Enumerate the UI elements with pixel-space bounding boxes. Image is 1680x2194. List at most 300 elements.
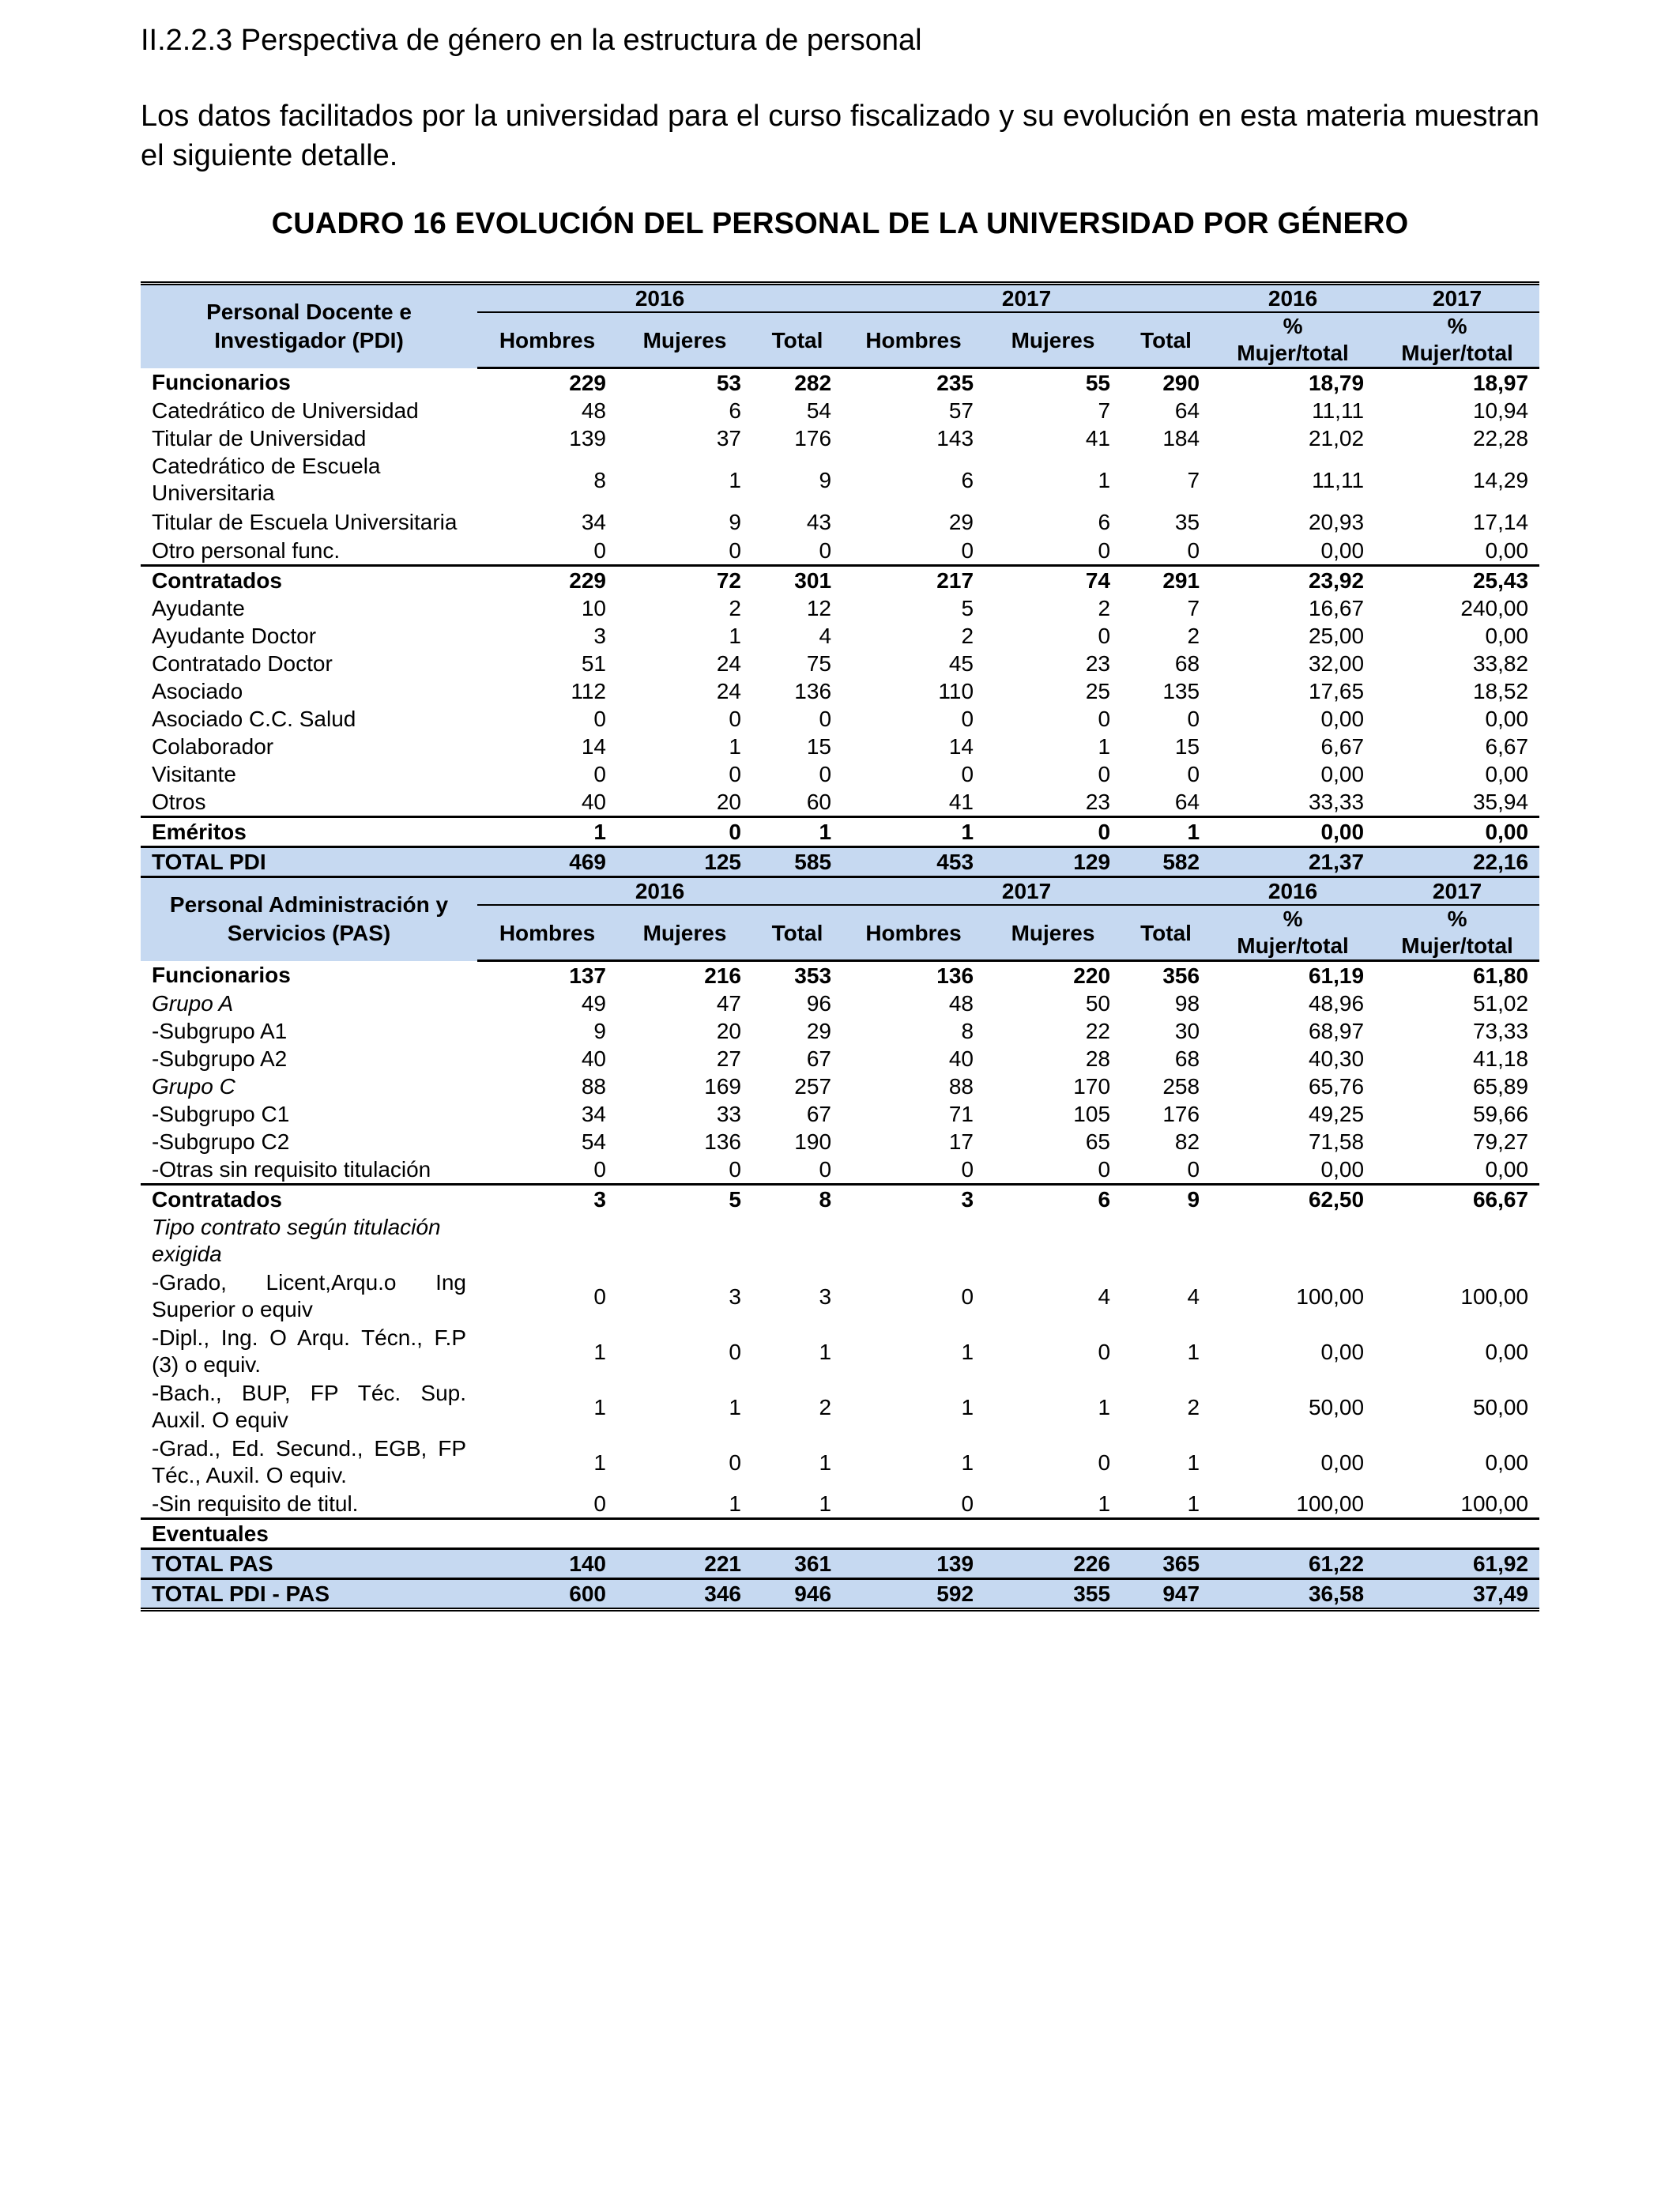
pas-col-total-2016: Total: [752, 905, 842, 961]
row-label: -Grad., Ed. Secund., EGB, FP Téc., Auxil. O equiv.: [152, 1436, 466, 1487]
row-value: 41: [842, 788, 985, 817]
row-value: 49,25: [1308, 1102, 1365, 1126]
row-value: 47: [716, 991, 741, 1016]
row-value: 40: [477, 788, 617, 817]
row-value: 15: [806, 734, 832, 759]
row-value: 0: [729, 707, 741, 731]
table-row: [141, 733, 1539, 760]
pas-header-pct-2016: 2016: [1211, 877, 1375, 906]
row-value: 40: [948, 1046, 974, 1071]
row-value: 176: [1162, 1102, 1200, 1126]
row-value: 0: [842, 1155, 985, 1185]
table-row: [141, 1269, 1539, 1324]
row-value: 1: [1098, 1394, 1111, 1419]
row-value: 88: [581, 1074, 606, 1099]
row-value: 25,00: [1308, 624, 1365, 648]
table-row: [141, 1549, 1539, 1579]
row-value: 12: [806, 596, 832, 620]
table-row: [141, 1072, 1539, 1100]
row-value: 0,00: [1211, 1155, 1375, 1185]
table-row: [141, 650, 1539, 677]
row-label: Funcionarios: [152, 370, 291, 395]
row-value: 6: [961, 467, 974, 492]
row-value: 6,67: [1320, 734, 1365, 759]
row-value: 110: [938, 679, 974, 703]
row-value: 0: [819, 762, 832, 786]
row-value: 100,00: [1375, 1490, 1539, 1519]
row-value: 9: [593, 1019, 606, 1043]
pas-col-mujeres-2016: Mujeres: [617, 905, 752, 961]
row-label: -Grado, Licent,Arqu.o Ing Superior o equiv: [152, 1270, 466, 1321]
row-value: 361: [752, 1549, 842, 1579]
row-value: 6: [1098, 1187, 1111, 1212]
mujer-total-label: Mujer/total: [1237, 933, 1349, 958]
row-value: 258: [1162, 1074, 1200, 1099]
pas-group-header: Personal Administración y Servicios (PAS): [141, 877, 477, 961]
row-value: 947: [1121, 1579, 1211, 1610]
row-value: 60: [752, 788, 842, 817]
row-value: 0: [477, 537, 617, 566]
row-value: 100,00: [1460, 1284, 1529, 1309]
table-row: [141, 1579, 1539, 1610]
row-value: 3: [961, 1187, 974, 1212]
row-label: -Otras sin requisito titulación: [141, 1155, 477, 1185]
row-value: 72: [716, 568, 741, 593]
pct-symbol: %: [1447, 907, 1467, 931]
row-value: 59,66: [1472, 1102, 1529, 1126]
row-value: 49: [581, 991, 606, 1016]
pdi-header-pct-2017: 2017: [1375, 285, 1539, 312]
row-value: 41,18: [1472, 1046, 1529, 1071]
row-label: Otro personal func.: [141, 537, 477, 566]
row-value: 0: [729, 1339, 741, 1364]
row-value: 8: [961, 1019, 974, 1043]
pas-header-row-years: [141, 877, 1539, 906]
row-value: 0: [842, 537, 985, 566]
staff-gender-table: [141, 285, 1539, 1612]
row-value: 40,30: [1308, 1046, 1365, 1071]
pas-col-mujeres-2017: Mujeres: [985, 905, 1121, 961]
row-value: 25: [1085, 679, 1111, 703]
row-value: 0,00: [1485, 1339, 1529, 1364]
row-value: 1: [593, 1394, 606, 1419]
row-value: 1: [1121, 1490, 1211, 1519]
row-value: 50,00: [1308, 1394, 1365, 1419]
row-value: 27: [716, 1046, 741, 1071]
row-value: 51: [581, 651, 606, 676]
row-value: 64: [1121, 788, 1211, 817]
row-value: [1375, 1519, 1539, 1549]
row-value: 8: [593, 467, 606, 492]
table-row: [141, 1185, 1539, 1214]
row-value: 28: [1085, 1046, 1111, 1071]
row-value: 65,76: [1308, 1074, 1365, 1099]
row-value: [1211, 1519, 1375, 1549]
row-value: 22,16: [1375, 847, 1539, 877]
row-value: 0: [729, 762, 741, 786]
row-value: 25,43: [1472, 568, 1529, 593]
row-value: 37: [716, 426, 741, 450]
row-value: 1: [729, 467, 741, 492]
row-value: 5: [729, 1187, 741, 1212]
row-value: 33,33: [1211, 788, 1375, 817]
row-value: 0: [1098, 624, 1111, 648]
table-row: [141, 622, 1539, 650]
row-value: 9: [819, 467, 832, 492]
row-value: 1: [593, 1449, 606, 1475]
row-value: 73,33: [1472, 1019, 1529, 1043]
row-value: 1: [729, 734, 741, 759]
row-value: 0,00: [1320, 1449, 1365, 1475]
pdi-header-2017: 2017: [842, 285, 1211, 312]
table-row: [141, 705, 1539, 733]
row-value: 0: [842, 1490, 985, 1519]
row-value: 68: [1174, 1046, 1200, 1071]
pdi-col-pct-2017: [1375, 312, 1539, 368]
pdi-group-header: Personal Docente e Investigador (PDI): [141, 285, 477, 368]
row-value: [1121, 1213, 1211, 1269]
row-value: 240,00: [1460, 596, 1529, 620]
pdi-header-pct-2016: 2016: [1211, 285, 1375, 312]
row-label: Funcionarios: [152, 963, 291, 988]
pas-col-hombres-2016: Hombres: [477, 905, 617, 961]
row-value: 65: [1085, 1129, 1111, 1154]
pct-symbol: %: [1447, 314, 1467, 338]
row-value: 1: [1098, 467, 1111, 492]
row-value: 18,52: [1472, 679, 1529, 703]
row-value: 1: [1187, 820, 1200, 844]
row-value: 301: [794, 568, 832, 593]
row-label: Tipo contrato según titulación exigida: [152, 1215, 441, 1266]
row-value: 1: [1098, 734, 1111, 759]
pas-section: [141, 877, 1539, 1610]
row-value: 6: [729, 398, 741, 423]
row-value: 6: [1098, 510, 1111, 534]
row-value: 23: [985, 788, 1121, 817]
row-value: [985, 1213, 1121, 1269]
row-value: 1: [961, 1339, 974, 1364]
row-value: 57: [948, 398, 974, 423]
row-value: 1: [729, 1394, 741, 1419]
table-row: [141, 397, 1539, 424]
table-row: [141, 1100, 1539, 1128]
row-value: 29: [806, 1019, 832, 1043]
row-value: 33: [716, 1102, 741, 1126]
pdi-header-2016: 2016: [477, 285, 842, 312]
row-value: 7: [1187, 467, 1200, 492]
row-value: 169: [704, 1074, 741, 1099]
row-label: Grupo A: [152, 991, 234, 1016]
row-value: 0: [752, 1155, 842, 1185]
intro-paragraph: Los datos facilitados por la universidad para el curso fiscalizado y su evolución en esta materia muestran el siguiente detalle.: [141, 100, 1539, 172]
row-value: 18,97: [1472, 371, 1529, 395]
row-value: 9: [729, 510, 741, 534]
row-value: 24: [716, 679, 741, 703]
row-label: Contratado Doctor: [152, 651, 333, 676]
row-value: 61,19: [1308, 963, 1365, 988]
row-value: 14: [948, 734, 974, 759]
row-value: 67: [806, 1102, 832, 1126]
row-label: Visitante: [152, 762, 236, 786]
row-value: 0,00: [1485, 1449, 1529, 1475]
row-value: 11,11: [1312, 467, 1365, 492]
row-value: 75: [806, 651, 832, 676]
table-row: [141, 424, 1539, 452]
row-value: [842, 1519, 985, 1549]
pas-col-total-2017: Total: [1121, 905, 1211, 961]
row-value: 0,00: [1320, 1339, 1365, 1364]
row-value: 1: [593, 1339, 606, 1364]
row-value: [1121, 1519, 1211, 1549]
row-value: [617, 1519, 752, 1549]
row-value: 0: [985, 537, 1121, 566]
table-row: [141, 1128, 1539, 1155]
row-value: 4: [1187, 1284, 1200, 1309]
row-value: 216: [704, 963, 741, 988]
row-value: 136: [794, 679, 832, 703]
row-label: Contratados: [152, 568, 282, 593]
row-value: 74: [1085, 568, 1111, 593]
row-value: 0: [819, 707, 832, 731]
row-value: 34: [581, 510, 606, 534]
row-value: 143: [936, 426, 974, 450]
row-value: 71,58: [1308, 1129, 1365, 1154]
pdi-col-mujeres-2016: Mujeres: [617, 312, 752, 368]
row-value: 10,94: [1472, 398, 1529, 423]
row-value: 82: [1174, 1129, 1200, 1154]
table-row: [141, 1017, 1539, 1045]
row-value: [617, 1213, 752, 1269]
row-value: 45: [948, 651, 974, 676]
row-value: 43: [806, 510, 832, 534]
row-value: 2: [1187, 624, 1200, 648]
row-label: -Dipl., Ing. O Arqu. Técn., F.P (3) o equiv.: [152, 1325, 466, 1377]
row-value: 1: [961, 1449, 974, 1475]
section-title: II.2.2.3 Perspectiva de género en la estructura de personal: [141, 24, 922, 57]
table-row: [141, 1434, 1539, 1490]
row-value: 112: [571, 679, 606, 703]
pdi-col-hombres-2016: Hombres: [477, 312, 617, 368]
row-value: 4: [1098, 1284, 1111, 1309]
row-value: 356: [1162, 963, 1200, 988]
pdi-col-hombres-2017: Hombres: [842, 312, 985, 368]
row-value: 0: [1121, 1155, 1211, 1185]
pdi-col-total-2016: Total: [752, 312, 842, 368]
pdi-col-pct-2016: [1211, 312, 1375, 368]
row-value: 0: [1098, 1449, 1111, 1475]
row-value: 8: [819, 1187, 832, 1212]
row-value: 14,29: [1472, 467, 1529, 492]
row-value: 221: [617, 1549, 752, 1579]
row-value: 20: [617, 788, 752, 817]
table-row: [141, 566, 1539, 595]
row-value: 34: [581, 1102, 606, 1126]
row-value: 226: [985, 1549, 1121, 1579]
row-value: 100,00: [1296, 1284, 1365, 1309]
row-value: 0,00: [1320, 762, 1365, 786]
row-value: 3: [729, 1284, 741, 1309]
row-value: 140: [477, 1549, 617, 1579]
row-value: 30: [1174, 1019, 1200, 1043]
row-value: 1: [593, 820, 606, 844]
row-value: 1: [1187, 1449, 1200, 1475]
row-label: TOTAL PDI - PAS: [141, 1579, 477, 1610]
row-value: 16,67: [1308, 596, 1365, 620]
table-row: [141, 990, 1539, 1017]
row-value: 21,37: [1211, 847, 1375, 877]
row-value: 53: [716, 371, 741, 395]
row-value: 62,50: [1308, 1187, 1365, 1212]
row-value: [477, 1519, 617, 1549]
row-value: 4: [819, 624, 832, 648]
row-value: 0,00: [1485, 762, 1529, 786]
pas-col-pct-2016: [1211, 905, 1375, 961]
row-value: 136: [936, 963, 974, 988]
row-label: Asociado: [152, 679, 243, 703]
row-value: [752, 1519, 842, 1549]
table-title: CUADRO 16 EVOLUCIÓN DEL PERSONAL DE LA UNIVERSIDAD POR GÉNERO: [271, 207, 1409, 240]
row-value: 0,00: [1320, 707, 1365, 731]
row-label: TOTAL PAS: [141, 1549, 477, 1579]
row-value: 21,02: [1308, 426, 1365, 450]
row-value: 18,79: [1308, 371, 1365, 395]
row-value: 0: [1187, 762, 1200, 786]
row-value: 5: [961, 596, 974, 620]
table-row: [141, 788, 1539, 817]
row-value: 0: [1187, 707, 1200, 731]
row-value: 0,00: [1485, 707, 1529, 731]
row-value: 14: [581, 734, 606, 759]
pct-symbol: %: [1283, 907, 1303, 931]
pas-header-2017: 2017: [842, 877, 1211, 906]
row-label: Catedrático de Universidad: [152, 398, 419, 423]
row-value: 0: [617, 537, 752, 566]
row-value: 229: [569, 568, 606, 593]
row-value: 79,27: [1472, 1129, 1529, 1154]
row-label: Catedrático de Escuela Universitaria: [152, 454, 381, 505]
row-value: 469: [477, 847, 617, 877]
row-value: 68: [1174, 651, 1200, 676]
row-value: 3: [593, 624, 606, 648]
row-value: 176: [794, 426, 832, 450]
row-label: Titular de Universidad: [152, 426, 367, 450]
row-value: 61,22: [1211, 1549, 1375, 1579]
row-value: 220: [1073, 963, 1111, 988]
row-value: 365: [1121, 1549, 1211, 1579]
row-label: Contratados: [152, 1187, 282, 1212]
row-value: 17,14: [1472, 510, 1529, 534]
row-value: 1: [1187, 1339, 1200, 1364]
row-value: 54: [806, 398, 832, 423]
row-label: Otros: [141, 788, 477, 817]
row-value: [477, 1213, 617, 1269]
table-row: [141, 1519, 1539, 1549]
row-value: 23: [1085, 651, 1111, 676]
table-row: [141, 452, 1539, 507]
row-label: -Subgrupo A2: [152, 1046, 288, 1071]
row-value: 67: [806, 1046, 832, 1071]
table-row: [141, 847, 1539, 877]
row-value: 137: [569, 963, 606, 988]
row-value: [1375, 1213, 1539, 1269]
row-value: 1: [752, 1490, 842, 1519]
row-value: 1: [617, 1490, 752, 1519]
row-value: 1: [819, 820, 832, 844]
row-value: 2: [819, 1394, 832, 1419]
table-row: [141, 817, 1539, 847]
row-value: 71: [948, 1102, 974, 1126]
row-value: [985, 1519, 1121, 1549]
pas-header-2016: 2016: [477, 877, 842, 906]
row-value: 54: [581, 1129, 606, 1154]
row-value: 100,00: [1211, 1490, 1375, 1519]
mujer-total-label: Mujer/total: [1401, 933, 1513, 958]
row-value: 24: [716, 651, 741, 676]
row-value: 48,96: [1308, 991, 1365, 1016]
row-value: 22: [1085, 1019, 1111, 1043]
row-value: 585: [752, 847, 842, 877]
row-value: 0: [1121, 537, 1211, 566]
table-row: [141, 537, 1539, 566]
row-value: 135: [1162, 679, 1200, 703]
pct-symbol: %: [1283, 314, 1303, 338]
row-value: 33,82: [1472, 651, 1529, 676]
row-value: 139: [569, 426, 606, 450]
table-row: [141, 1379, 1539, 1434]
row-value: 51,02: [1472, 991, 1529, 1016]
row-value: 22,28: [1472, 426, 1529, 450]
mujer-total-label: Mujer/total: [1401, 341, 1513, 365]
row-value: 50,00: [1472, 1394, 1529, 1419]
table-row: [141, 368, 1539, 398]
row-value: 2: [1187, 1394, 1200, 1419]
row-value: 453: [842, 847, 985, 877]
row-value: 170: [1073, 1074, 1111, 1099]
row-value: 184: [1162, 426, 1200, 450]
table-row: [141, 594, 1539, 622]
row-value: 0: [1098, 1339, 1111, 1364]
row-value: 11,11: [1312, 398, 1365, 423]
row-value: 1: [819, 1449, 832, 1475]
row-value: 190: [794, 1129, 832, 1154]
row-value: 0,00: [1375, 537, 1539, 566]
row-label: TOTAL PDI: [141, 847, 477, 877]
row-value: 0: [1098, 707, 1111, 731]
staff-table-wrapper: [141, 281, 1539, 1612]
row-value: 40: [581, 1046, 606, 1071]
row-value: 105: [1073, 1102, 1111, 1126]
row-value: [842, 1213, 985, 1269]
row-value: 55: [1085, 371, 1111, 395]
pas-col-pct-2017: [1375, 905, 1539, 961]
row-value: 125: [617, 847, 752, 877]
row-value: [1211, 1213, 1375, 1269]
row-value: 48: [948, 991, 974, 1016]
table-row: [141, 1490, 1539, 1519]
row-value: 600: [477, 1579, 617, 1610]
row-value: 582: [1121, 847, 1211, 877]
row-value: 2: [729, 596, 741, 620]
row-value: 0: [1098, 820, 1111, 844]
row-value: 235: [936, 371, 974, 395]
row-value: 15: [1174, 734, 1200, 759]
row-value: 2: [961, 624, 974, 648]
row-value: 61,92: [1375, 1549, 1539, 1579]
row-label: -Subgrupo C2: [152, 1129, 290, 1154]
row-label: -Sin requisito de titul.: [141, 1490, 477, 1519]
row-value: 0: [593, 762, 606, 786]
row-value: 20,93: [1308, 510, 1365, 534]
